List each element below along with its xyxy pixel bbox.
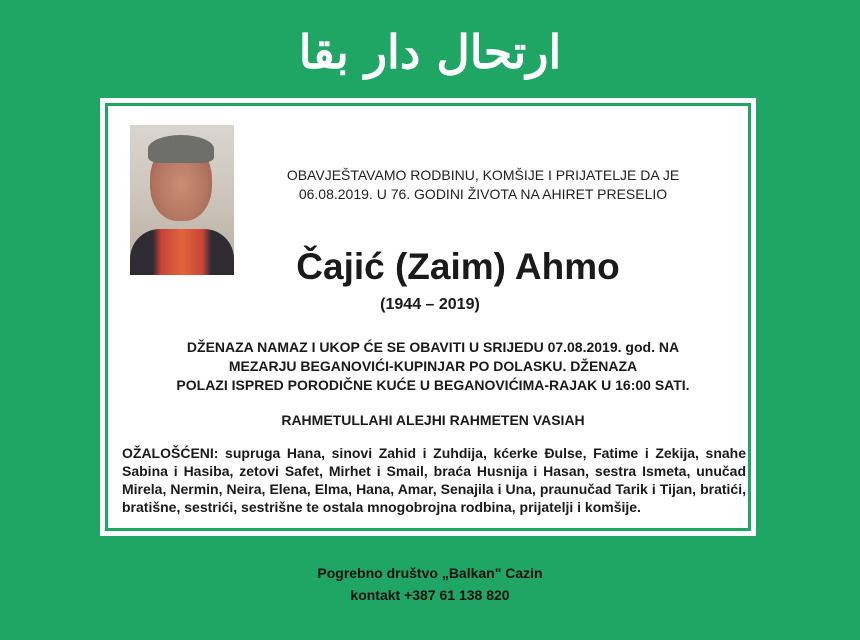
calligraphy-header bbox=[0, 12, 860, 92]
mourners-list: OŽALOŠĆENI: supruga Hana, sinovi Zahid i Zuhdija, kćerke Đulse, Fatime i Zekija, snahe Sabina i Hasiba, zetovi Safet, Mirhet i Smail, braća Husnija i Hasan, sestra Ismeta, unučad Mirela, Nermin, Neira, Elena, Elma, Hana, Amar, Senajila i Una, praunučad Tarik i Tijan, bratići, bratišne, sestrići, sestrišne te ostala mnogobrojna rodbina, prijatelji i komšije. bbox=[122, 445, 746, 515]
notice-card bbox=[100, 98, 756, 536]
calligraphy-text: ارتحال دار بقا bbox=[298, 25, 562, 79]
funeral-line-3: POLAZI ISPRED PORODIČNE KUĆE U BEGANOVIĆIMA-RAJAK U 16:00 SATI. bbox=[176, 377, 690, 393]
funeral-line-1: DŽENAZA NAMAZ I UKOP ĆE SE OBAVITI U SRIJEDU 07.08.2019. god. NA bbox=[186, 339, 680, 355]
intro-line-2: 06.08.2019. U 76. GODINI ŽIVOTA NA AHIRET PRESELIO bbox=[298, 186, 668, 202]
photo-shirt bbox=[130, 229, 234, 275]
funeral-company: Pogrebno društvo „Balkan" Cazin bbox=[317, 565, 543, 581]
deceased-name: Čajić (Zaim) Ahmo bbox=[296, 246, 620, 287]
photo-hair bbox=[148, 135, 214, 163]
notice-border bbox=[105, 103, 751, 531]
contact-phone: kontakt +387 61 138 820 bbox=[350, 587, 510, 603]
prayer-line: RAHMETULLAHI ALEJHI RAHMETEN VASIAH bbox=[281, 412, 585, 428]
funeral-line-2: MEZARJU BEGANOVIĆI-KUPINJAR PO DOLASKU. DŽENAZA bbox=[228, 358, 638, 374]
life-years: (1944 – 2019) bbox=[380, 296, 480, 313]
intro-line-1: OBAVJEŠTAVAMO RODBINU, KOMŠIJE I PRIJATELJE DA JE bbox=[286, 167, 680, 183]
footer bbox=[0, 562, 860, 606]
intro-text bbox=[248, 166, 718, 204]
funeral-details bbox=[138, 338, 728, 395]
portrait-photo bbox=[130, 125, 234, 275]
